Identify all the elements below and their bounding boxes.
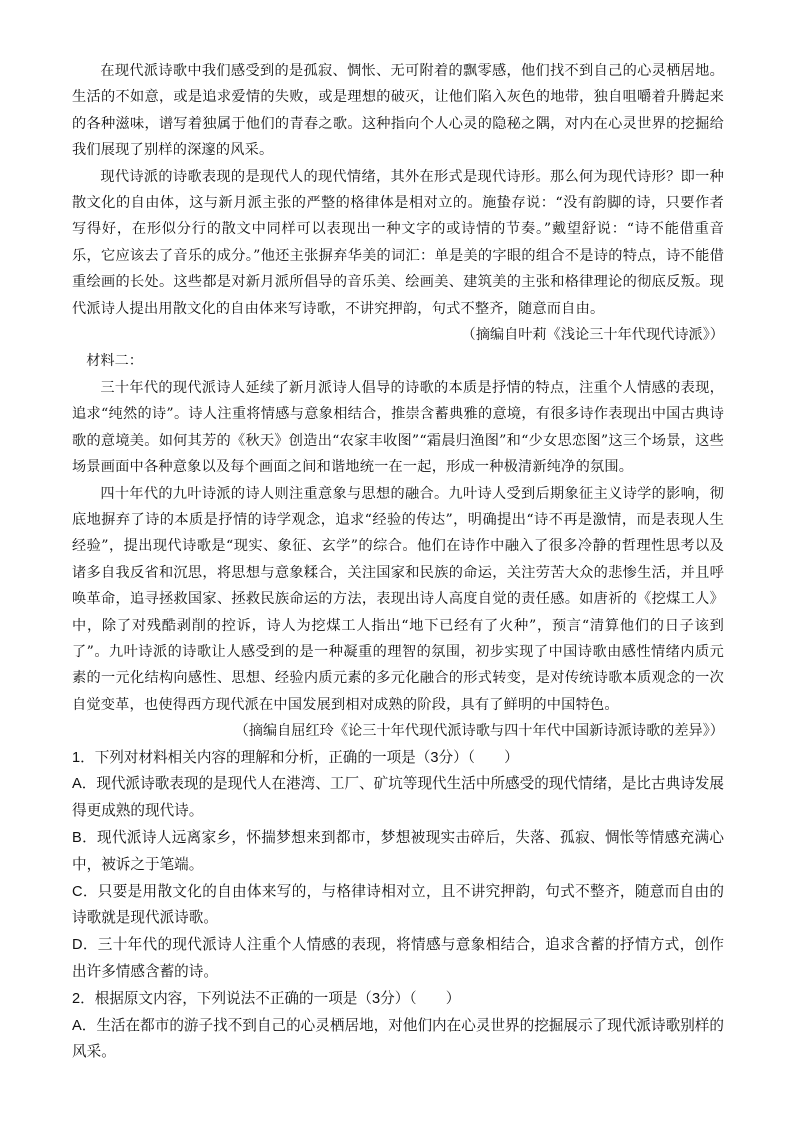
question-stem: 2．根据原文内容，下列说法不正确的一项是（3分）（ ）	[72, 990, 461, 1007]
source-citation: （摘编自叶莉《浅论三十年代现代诗派》）	[461, 327, 724, 344]
material-label: 材料二：	[86, 353, 143, 370]
question-option: B．现代派诗人远离家乡，怀揣梦想来到都市，梦想被现实击碎后，失落、孤寂、惆怅等情感充满心中，被诉之于笔端。	[72, 829, 724, 873]
document-page	[72, 58, 724, 1066]
paragraph: 四十年代的九叶诗派的诗人则注重意象与思想的融合。九叶诗人受到后期象征主义诗学的影响，彻底地摒弃了诗的本质是抒情的诗学观念，追求“经验的传达”，明确提出“诗不再是激情，而是表现人生经验”，提出现代诗歌是“现实、象征、玄学”的综合。他们在诗作中融入了很多冷静的哲理性思考以及诸多自我反省和沉思，将思想与意象糅合，关注国家和民族的命运，关注劳苦大众的悲惨生活，并且呼唤革命，追寻拯救国家、拯救民族命运的方法，表现出诗人高度自觉的责任感。如唐祈的《挖煤工人》中，除了对残酷剥削的控诉，诗人为挖煤工人指出“地下已经有了火种”，预言“清算他们的日子该到了”。九叶诗派的诗歌让人感受到的是一种凝重的理智的氛围，初步实现了中国诗歌由感性情绪内质元素的一元化结构向感性、思想、经验内质元素的多元化融合的形式转变，是对传统诗歌本质观念的一次自觉变革，也使得西方现代派在中国发展到相对成熟的阶段，具有了鲜明的中国特色。	[72, 485, 724, 713]
question-option: C．只要是用散文化的自由体来写的，与格律诗相对立，且不讲究押韵，句式不整齐，随意而自由的诗歌就是现代派诗歌。	[72, 883, 724, 927]
question-stem: 1．下列对材料相关内容的理解和分析，正确的一项是（3分）（ ）	[72, 749, 519, 766]
question-option: D．三十年代的现代派诗人注重个人情感的表现，将情感与意象相结合，追求含蓄的抒情方式，创作出许多情感含蓄的诗。	[72, 937, 724, 980]
source-citation: （摘编自屈红玲《论三十年代现代派诗歌与四十年代中国新诗派诗歌的差异》）	[234, 723, 724, 740]
question-option: A．生活在都市的游子找不到自己的心灵栖居地，对他们内在心灵世界的挖掘展示了现代派诗歌别样的风采。	[72, 1017, 724, 1061]
paragraph: 三十年代的现代派诗人延续了新月派诗人倡导的诗歌的本质是抒情的特点，注重个人情感的表现，追求“纯然的诗”。诗人注重将情感与意象相结合，推崇含蓄典雅的意境，有很多诗作表现出中国古典诗歌的意境美。如何其芳的《秋天》创造出“农家丰收图”“霜晨归渔图”和“少女思恋图”这三个场景，这些场景画面中各种意象以及每个画面之间和谐地统一在一起，形成一种极清新纯净的氛围。	[72, 379, 724, 476]
paragraph: 在现代派诗歌中我们感受到的是孤寂、惆怅、无可附着的飘零感，他们找不到自己的心灵栖居地。生活的不如意，或是追求爱情的失败，或是理想的破灭，让他们陷入灰色的地带，独自咀嚼着升腾起来的各种滋味，谱写着独属于他们的青春之歌。这种指向个人心灵的隐秘之隅，对内在心灵世界的挖掘给我们展现了别样的深邃的风采。	[72, 63, 724, 159]
paragraph: 现代诗派的诗歌表现的是现代人的现代情绪，其外在形式是现代诗形。那么何为现代诗形？即一种散文化的自由体，这与新月派主张的严整的格律体是相对立的。施蛰存说：“没有韵脚的诗，只要作者写得好，在形似分行的散文中同样可以表现出一种文字的或诗情的节奏。”戴望舒说：“诗不能借重音乐，它应该去了音乐的成分。”他还主张摒弃华美的词汇：单是美的字眼的组合不是诗的特点，诗不能借重绘画的长处。这些都是对新月派所倡导的音乐美、绘画美、建筑美的主张和格律理论的彻底反叛。现代派诗人提出用散文化的自由体来写诗歌，不讲究押韵，句式不整齐，随意而自由。	[72, 168, 724, 317]
question-option: A．现代派诗歌表现的是现代人在港湾、工厂、矿坑等现代生活中所感受的现代情绪，是比古典诗发展得更成熟的现代诗。	[72, 776, 724, 820]
